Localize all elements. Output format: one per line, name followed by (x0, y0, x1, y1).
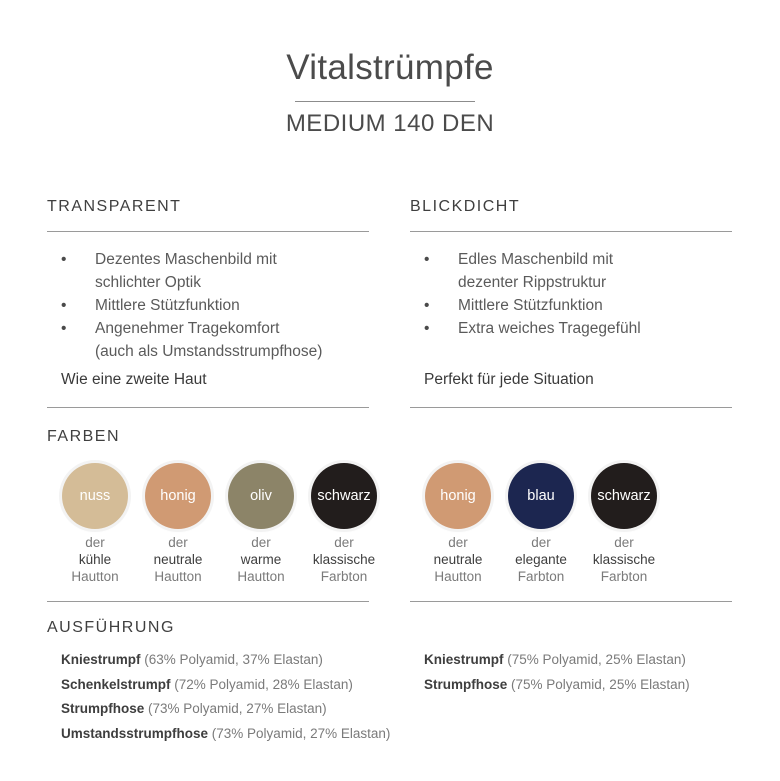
page-subtitle: MEDIUM 140 DEN (285, 110, 495, 137)
list-item: • Mittlere Stützfunktion (410, 294, 732, 317)
section-heading-execution: AUSFÜHRUNG (47, 619, 175, 636)
color-swatch-honig[interactable]: honig der neutrale Hautton (416, 463, 500, 585)
swatch-circle: honig (145, 463, 211, 529)
swatch-circle: nuss (62, 463, 128, 529)
color-swatch-schwarz[interactable]: schwarz der klassische Farbton (302, 463, 386, 585)
section-heading-colors: FARBEN (47, 428, 121, 445)
list-item: • Extra weiches Tragegefühl (410, 317, 732, 340)
list-item: Strumpfhose (75% Polyamid, 25% Elastan) (424, 676, 690, 692)
list-item: Schenkelstrumpf (72% Polyamid, 28% Elastan) (61, 676, 353, 692)
bullet-icon: • (424, 320, 430, 337)
divider (410, 601, 732, 602)
swatch-circle: blau (508, 463, 574, 529)
list-item: Umstandsstrumpfhose (73% Polyamid, 27% Elastan) (61, 725, 391, 741)
divider (47, 601, 369, 602)
feature-list (410, 248, 732, 340)
list-item: Kniestrumpf (63% Polyamid, 37% Elastan) (61, 652, 323, 667)
divider (410, 231, 732, 232)
swatch-circle: schwarz (591, 463, 657, 529)
swatch-circle: schwarz (311, 463, 377, 529)
swatch-circle: honig (425, 463, 491, 529)
list-item: • Angenehmer Tragekomfort (auch als Umstandsstrumpfhose) (47, 317, 369, 363)
list-item: • Edles Maschenbild mit dezenter Rippstruktur (410, 248, 732, 294)
bullet-icon: • (61, 320, 67, 337)
color-swatch-nuss[interactable]: nuss der kühle Hautton (53, 463, 137, 585)
swatch-circle: oliv (228, 463, 294, 529)
bullet-icon: • (424, 251, 430, 268)
section-heading-blickdicht: BLICKDICHT (410, 198, 521, 215)
bullet-icon: • (424, 297, 430, 314)
color-swatch-oliv[interactable]: oliv der warme Hautton (219, 463, 303, 585)
claim-text: Perfekt für jede Situation (424, 371, 594, 388)
divider (410, 407, 732, 408)
color-swatch-honig[interactable]: honig der neutrale Hautton (136, 463, 220, 585)
bullet-icon: • (61, 251, 67, 268)
color-swatch-blau[interactable]: blau der elegante Farbton (499, 463, 583, 585)
title-divider (295, 101, 475, 102)
claim-text: Wie eine zweite Haut (61, 371, 207, 388)
color-swatch-schwarz[interactable]: schwarz der klassische Farbton (582, 463, 666, 585)
list-item: Kniestrumpf (75% Polyamid, 25% Elastan) (424, 652, 686, 667)
spec-list (424, 648, 690, 697)
feature-list (47, 248, 369, 363)
spec-list (61, 648, 390, 746)
list-item: • Dezentes Maschenbild mit schlichter Optik (47, 248, 369, 294)
page-title: Vitalstrümpfe (286, 48, 494, 87)
list-item: Strumpfhose (73% Polyamid, 27% Elastan) (61, 701, 327, 716)
list-item: • Mittlere Stützfunktion (47, 294, 369, 317)
section-heading-transparent: TRANSPARENT (47, 198, 182, 215)
divider (47, 231, 369, 232)
bullet-icon: • (61, 297, 67, 314)
divider (47, 407, 369, 408)
